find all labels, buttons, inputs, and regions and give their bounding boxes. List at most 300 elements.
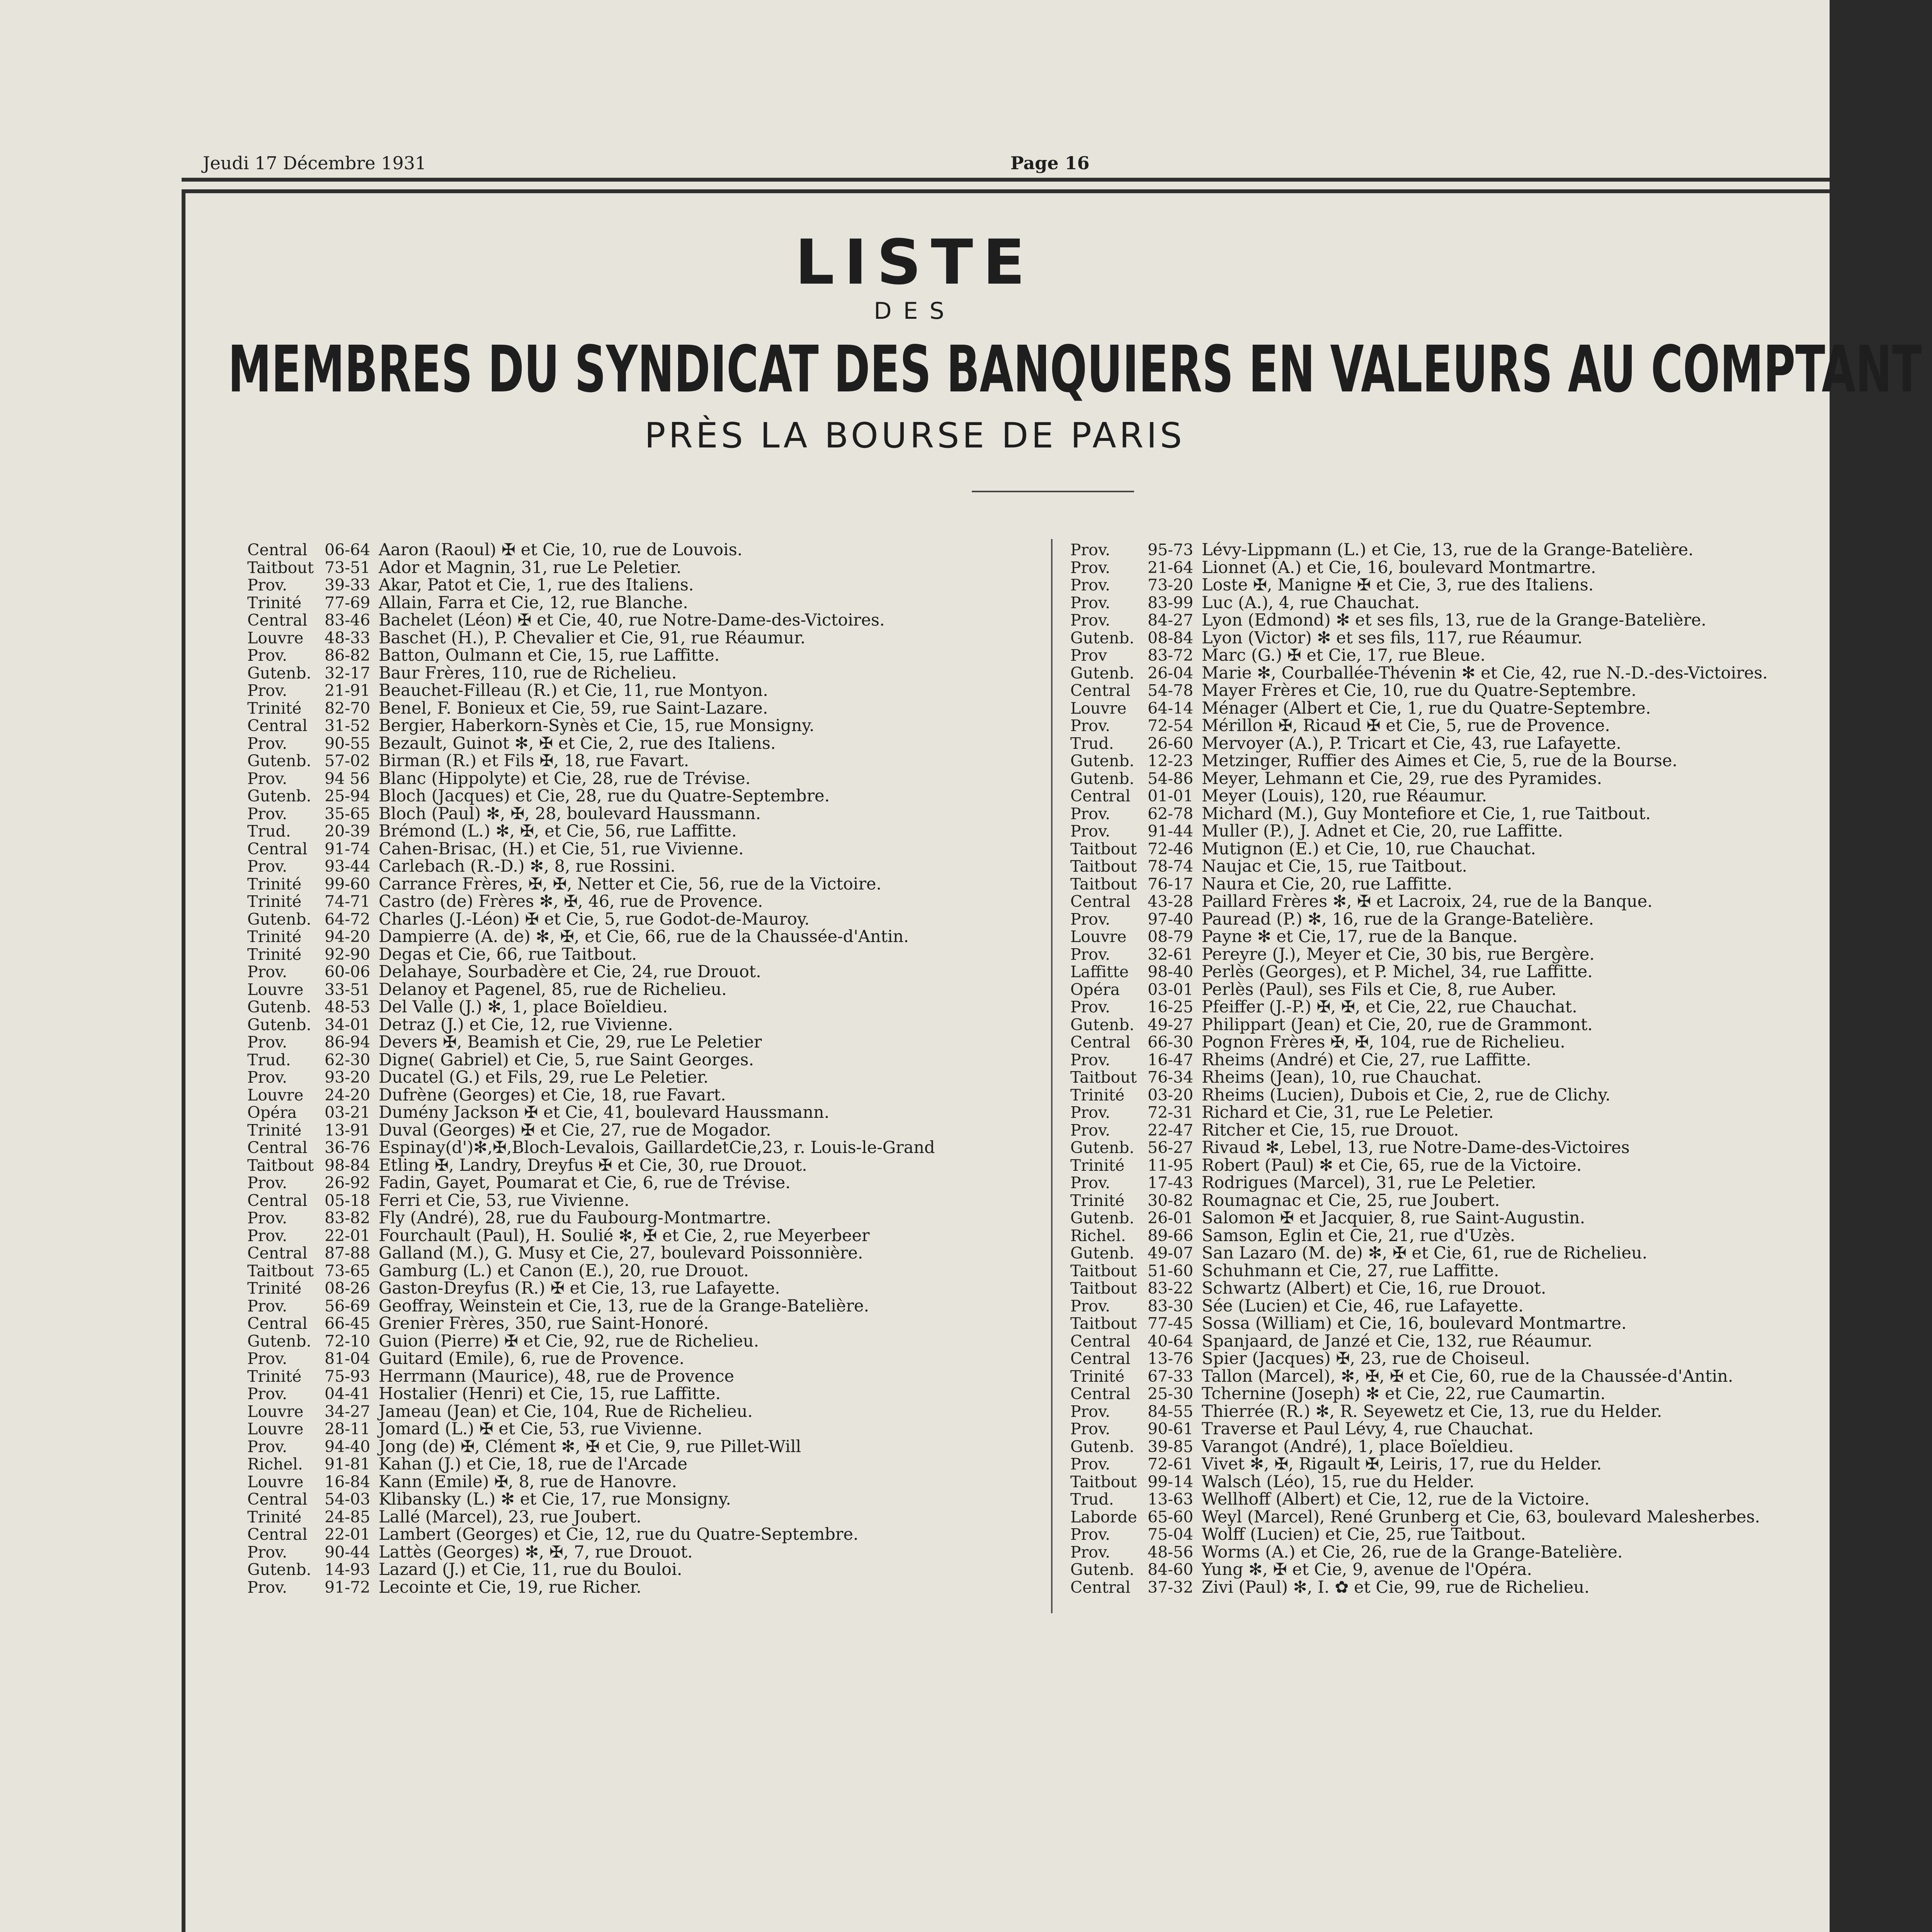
member-entry: Benel, F. Bonieux et Cie, 59, rue Saint-Lazare.: [379, 698, 768, 718]
phone-number: 83-72: [1148, 646, 1194, 665]
phone-number: 22-01: [325, 1525, 371, 1544]
member-row: [1070, 1543, 1768, 1561]
member-entry: Beauchet-Filleau (R.) et Cie, 11, rue Montyon.: [379, 681, 768, 700]
phone-number: 14-93: [325, 1560, 371, 1579]
member-row: [247, 1104, 935, 1121]
member-row: [1070, 875, 1768, 893]
exchange-name: Prov.: [247, 576, 287, 594]
member-entry: Ritcher et Cie, 15, rue Drouot.: [1202, 1120, 1459, 1140]
member-row: [1070, 1244, 1768, 1262]
phone-number: 64-14: [1148, 699, 1194, 718]
member-row: [247, 1227, 935, 1245]
member-entry: Bloch (Paul) ✻, ✠, 28, boulevard Haussmann.: [379, 804, 761, 823]
exchange-name: Trinité: [247, 874, 302, 893]
phone-number: 66-30: [1148, 1033, 1194, 1051]
member-row: [1070, 1578, 1768, 1596]
phone-number: 56-69: [325, 1296, 371, 1315]
phone-number: 22-01: [325, 1226, 371, 1245]
member-entry: Gaston-Dreyfus (R.) ✠ et Cie, 13, rue Lafayette.: [379, 1279, 780, 1298]
phone-number: 66-45: [325, 1314, 371, 1333]
member-entry: Mayer Frères et Cie, 10, rue du Quatre-Septembre.: [1202, 681, 1636, 700]
exchange-name: Trinité: [247, 1507, 302, 1526]
phone-number: 06-64: [325, 541, 371, 559]
exchange-name: Taitbout: [1070, 874, 1137, 893]
phone-number: 91-81: [325, 1455, 371, 1473]
member-entry: Fly (André), 28, rue du Faubourg-Montmartre.: [379, 1208, 771, 1228]
phone-number: 72-61: [1148, 1455, 1194, 1473]
member-entry: Walsch (Léo), 15, rue du Helder.: [1202, 1472, 1475, 1492]
phone-number: 28-11: [325, 1420, 371, 1438]
member-row: [247, 1068, 935, 1086]
member-row: [247, 1244, 935, 1262]
member-entry: Perlès (Paul), ses Fils et Cie, 8, rue Auber.: [1202, 980, 1557, 999]
exchange-name: Gutenb.: [1070, 1560, 1134, 1579]
member-entry: Kann (Emile) ✠, 8, rue de Hanovre.: [379, 1472, 677, 1492]
member-row: [247, 1420, 935, 1438]
member-row: [247, 1156, 935, 1174]
member-entry: Rheims (Lucien), Dubois et Cie, 2, rue de Clichy.: [1202, 1085, 1611, 1105]
member-entry: Naura et Cie, 20, rue Laffitte.: [1202, 874, 1452, 894]
member-row: [247, 699, 935, 717]
member-entry: Del Valle (J.) ✻, 1, place Boïeldieu.: [379, 997, 668, 1017]
member-row: [1070, 1209, 1768, 1227]
member-row: [1070, 1086, 1768, 1104]
exchange-name: Prov.: [247, 857, 287, 876]
member-entry: Galland (M.), G. Musy et Cie, 27, boulevard Poissonnière.: [379, 1243, 863, 1263]
phone-number: 16-84: [325, 1472, 371, 1491]
member-entry: Brémond (L.) ✻, ✠, et Cie, 56, rue Laffitte.: [379, 821, 737, 841]
exchange-name: Central: [247, 1244, 308, 1262]
exchange-name: Prov.: [1070, 1103, 1111, 1122]
exchange-name: Taitbout: [247, 1156, 314, 1175]
exchange-name: Prov.: [247, 1209, 287, 1227]
phone-number: 54-86: [1148, 769, 1194, 788]
member-entry: Pauread (P.) ✻, 16, rue de la Grange-Batelière.: [1202, 909, 1594, 929]
phone-number: 24-20: [325, 1085, 371, 1104]
exchange-name: Gutenb.: [1070, 1437, 1134, 1456]
phone-number: 94-20: [325, 927, 371, 946]
phone-number: 76-34: [1148, 1068, 1194, 1087]
title-liste: LISTE: [795, 226, 1035, 298]
member-row: [1070, 559, 1768, 577]
member-row: [1070, 1350, 1768, 1367]
member-row: [1070, 1227, 1768, 1245]
phone-number: 30-82: [1148, 1191, 1194, 1210]
exchange-name: Louvre: [247, 1402, 304, 1421]
member-entry: Philippart (Jean) et Cie, 20, rue de Grammont.: [1202, 1015, 1593, 1034]
phone-number: 93-44: [325, 857, 371, 876]
member-row: [247, 1332, 935, 1350]
member-entry: Lecointe et Cie, 19, rue Richer.: [379, 1577, 641, 1597]
member-row: [1070, 1156, 1768, 1174]
phone-number: 32-61: [1148, 945, 1194, 964]
exchange-name: Gutenb.: [1070, 1015, 1134, 1034]
exchange-name: Louvre: [247, 980, 304, 999]
member-entry: Rheims (Jean), 10, rue Chauchat.: [1202, 1068, 1482, 1087]
member-entry: Guion (Pierre) ✠ et Cie, 92, rue de Richelieu.: [379, 1331, 759, 1351]
exchange-name: Gutenb.: [247, 752, 311, 770]
phone-number: 86-94: [325, 1033, 371, 1051]
exchange-name: Prov: [1070, 646, 1107, 665]
phone-number: 13-63: [1148, 1490, 1194, 1509]
member-row: [247, 646, 935, 664]
exchange-name: Gutenb.: [247, 910, 311, 929]
phone-number: 73-51: [325, 558, 371, 577]
member-row: [247, 611, 935, 629]
phone-number: 26-01: [1148, 1209, 1194, 1227]
member-entry: Aaron (Raoul) ✠ et Cie, 10, rue de Louvois.: [379, 540, 743, 560]
member-row: [247, 682, 935, 699]
phone-number: 91-44: [1148, 822, 1194, 840]
member-row: [247, 928, 935, 946]
phone-number: 97-40: [1148, 910, 1194, 929]
phone-number: 34-01: [325, 1015, 371, 1034]
phone-number: 16-25: [1148, 998, 1194, 1016]
exchange-name: Prov.: [1070, 910, 1111, 929]
member-row: [1070, 1455, 1768, 1473]
member-entry: Ador et Magnin, 31, rue Le Peletier.: [379, 558, 682, 577]
member-row: [247, 1086, 935, 1104]
phone-number: 08-26: [325, 1279, 371, 1298]
member-row: [1070, 910, 1768, 928]
exchange-name: Prov.: [247, 1578, 287, 1597]
exchange-name: Trud.: [1070, 734, 1114, 753]
member-row: [247, 805, 935, 823]
member-row: [247, 1543, 935, 1561]
phone-number: 20-39: [325, 822, 371, 840]
member-entry: Yung ✻, ✠ et Cie, 9, avenue de l'Opéra.: [1202, 1560, 1532, 1579]
member-row: [1070, 893, 1768, 910]
member-row: [247, 787, 935, 805]
phone-number: 81-04: [325, 1349, 371, 1368]
phone-number: 48-33: [325, 628, 371, 647]
member-row: [1070, 1121, 1768, 1139]
member-entry: Zivi (Paul) ✻, I. ✿ et Cie, 99, rue de Richelieu.: [1202, 1577, 1590, 1597]
member-row: [1070, 1473, 1768, 1491]
phone-number: 64-72: [325, 910, 371, 929]
member-entry: Jameau (Jean) et Cie, 104, Rue de Richelieu.: [379, 1401, 753, 1421]
exchange-name: Trinité: [247, 1279, 302, 1298]
phone-number: 34-27: [325, 1402, 371, 1421]
exchange-name: Richel.: [1070, 1226, 1126, 1245]
member-row: [247, 541, 935, 559]
member-entry: Vivet ✻, ✠, Rigault ✠, Leiris, 17, rue du Helder.: [1202, 1454, 1602, 1474]
member-entry: Meyer, Lehmann et Cie, 29, rue des Pyramides.: [1202, 769, 1602, 788]
member-entry: Muller (P.), J. Adnet et Cie, 20, rue Laffitte.: [1202, 821, 1563, 841]
member-entry: Traverse et Paul Lévy, 4, rue Chauchat.: [1202, 1419, 1534, 1439]
exchange-name: Louvre: [247, 628, 304, 647]
exchange-name: Trinité: [1070, 1085, 1125, 1104]
member-entry: Ménager (Albert et Cie, 1, rue du Quatre-Septembre.: [1202, 698, 1651, 718]
phone-number: 87-88: [325, 1244, 371, 1262]
member-row: [247, 1578, 935, 1596]
phone-number: 99-60: [325, 874, 371, 893]
member-row: [247, 664, 935, 682]
member-entry: Digne( Gabriel) et Cie, 5, rue Saint Georges.: [379, 1050, 754, 1070]
exchange-name: Prov.: [247, 1349, 287, 1368]
phone-number: 90-55: [325, 734, 371, 753]
phone-number: 13-91: [325, 1121, 371, 1139]
phone-number: 01-01: [1148, 787, 1194, 805]
member-row: [247, 822, 935, 840]
phone-number: 25-30: [1148, 1384, 1194, 1403]
member-entry: Tchernine (Joseph) ✻ et Cie, 22, rue Caumartin.: [1202, 1384, 1605, 1403]
member-entry: Schwartz (Albert) et Cie, 16, rue Drouot.: [1202, 1279, 1546, 1298]
phone-number: 11-95: [1148, 1156, 1194, 1175]
member-entry: Guitard (Emile), 6, rue de Provence.: [379, 1349, 685, 1368]
exchange-name: Prov.: [247, 1068, 287, 1087]
member-row: [247, 559, 935, 577]
exchange-name: Central: [1070, 1349, 1131, 1368]
exchange-name: Trinité: [247, 1121, 302, 1139]
exchange-name: Prov.: [1070, 541, 1111, 559]
exchange-name: Gutenb.: [1070, 1138, 1134, 1157]
exchange-name: Taitbout: [1070, 1279, 1137, 1298]
member-row: [247, 1051, 935, 1069]
issue-date: Jeudi 17 Décembre 1931: [203, 153, 427, 173]
member-entry: Ducatel (G.) et Fils, 29, rue Le Peletier.: [379, 1068, 709, 1087]
member-row: [247, 963, 935, 981]
exchange-name: Prov.: [1070, 945, 1111, 964]
member-entry: Detraz (J.) et Cie, 12, rue Vivienne.: [379, 1015, 673, 1034]
member-row: [247, 1526, 935, 1543]
exchange-name: Gutenb.: [1070, 769, 1134, 788]
exchange-name: Prov.: [247, 681, 287, 700]
exchange-name: Gutenb.: [247, 998, 311, 1016]
member-row: [247, 910, 935, 928]
member-row: [1070, 629, 1768, 647]
exchange-name: Prov.: [247, 804, 287, 823]
phone-number: 13-76: [1148, 1349, 1194, 1368]
column-divider: [1051, 539, 1053, 1613]
exchange-name: Trud.: [247, 822, 291, 840]
phone-number: 03-20: [1148, 1085, 1194, 1104]
member-entry: Lévy-Lippmann (L.) et Cie, 13, rue de la Grange-Batelière.: [1202, 540, 1694, 560]
member-entry: Lambert (Georges) et Cie, 12, rue du Quatre-Septembre.: [379, 1525, 859, 1544]
member-row: [1070, 682, 1768, 699]
title-rule: [972, 491, 1134, 492]
member-entry: Bezault, Guinot ✻, ✠ et Cie, 2, rue des Italiens.: [379, 733, 776, 753]
member-entry: Mérillon ✠, Ricaud ✠ et Cie, 5, rue de Provence.: [1202, 716, 1610, 735]
exchange-name: Central: [1070, 892, 1131, 911]
phone-number: 91-74: [325, 839, 371, 858]
member-row: [247, 1262, 935, 1280]
member-entry: Carlebach (R.-D.) ✻, 8, rue Rossini.: [379, 857, 675, 876]
phone-number: 89-66: [1148, 1226, 1194, 1245]
member-entry: Kahan (J.) et Cie, 18, rue de l'Arcade: [379, 1454, 688, 1474]
member-entry: Baur Frères, 110, rue de Richelieu.: [379, 663, 677, 683]
phone-number: 26-04: [1148, 663, 1194, 682]
member-row: [1070, 1385, 1768, 1403]
member-row: [1070, 664, 1768, 682]
member-row: [247, 629, 935, 647]
member-entry: Michard (M.), Guy Montefiore et Cie, 1, rue Taitbout.: [1202, 804, 1651, 823]
exchange-name: Louvre: [247, 1472, 304, 1491]
exchange-name: Central: [1070, 1033, 1131, 1051]
phone-number: 56-27: [1148, 1138, 1194, 1157]
member-entry: Degas et Cie, 66, rue Taitbout.: [379, 944, 637, 964]
exchange-name: Gutenb.: [247, 1332, 311, 1350]
exchange-name: Taitbout: [247, 1261, 314, 1280]
member-row: [1070, 1315, 1768, 1332]
member-entry: Bergier, Haberkorn-Synès et Cie, 15, rue Monsigny.: [379, 716, 815, 735]
exchange-name: Central: [1070, 681, 1131, 700]
member-row: [1070, 805, 1768, 823]
phone-number: 73-65: [325, 1261, 371, 1280]
phone-number: 76-17: [1148, 874, 1194, 893]
member-entry: Paillard Frères ✻, ✠ et Lacroix, 24, rue de la Banque.: [1202, 892, 1653, 911]
exchange-name: Taitbout: [1070, 1261, 1137, 1280]
exchange-name: Trinité: [247, 892, 302, 911]
phone-number: 39-85: [1148, 1437, 1194, 1456]
exchange-name: Taitbout: [1070, 1314, 1137, 1333]
member-row: [247, 1561, 935, 1578]
exchange-name: Prov.: [1070, 593, 1111, 612]
member-entry: Fadin, Gayet, Poumarat et Cie, 6, rue de Trévise.: [379, 1173, 791, 1192]
phone-number: 54-03: [325, 1490, 371, 1509]
member-row: [247, 1279, 935, 1297]
phone-number: 94-40: [325, 1437, 371, 1456]
exchange-name: Prov.: [1070, 716, 1111, 735]
member-entry: Duval (Georges) ✠ et Cie, 27, rue de Mogador.: [379, 1120, 771, 1140]
phone-number: 21-91: [325, 681, 371, 700]
exchange-name: Taitbout: [1070, 1068, 1137, 1087]
member-row: [247, 1209, 935, 1227]
exchange-name: Louvre: [1070, 927, 1127, 946]
exchange-name: Prov.: [247, 646, 287, 665]
phone-number: 05-18: [325, 1191, 371, 1210]
member-row: [1070, 770, 1768, 787]
member-entry: Worms (A.) et Cie, 26, rue de la Grange-Batelière.: [1202, 1542, 1623, 1562]
member-row: [1070, 1367, 1768, 1385]
member-entry: Samson, Eglin et Cie, 21, rue d'Uzès.: [1202, 1226, 1515, 1245]
exchange-name: Prov.: [1070, 822, 1111, 840]
exchange-name: Prov.: [247, 769, 287, 788]
member-entry: Herrmann (Maurice), 48, rue de Provence: [379, 1366, 735, 1386]
member-entry: Payne ✻ et Cie, 17, rue de la Banque.: [1202, 927, 1518, 946]
phone-number: 83-99: [1148, 593, 1194, 612]
phone-number: 03-21: [325, 1103, 371, 1122]
phone-number: 94 56: [325, 769, 370, 788]
phone-number: 57-02: [325, 752, 371, 770]
member-row: [247, 1455, 935, 1473]
member-entry: Etling ✠, Landry, Dreyfus ✠ et Cie, 30, rue Drouot.: [379, 1155, 807, 1175]
member-entry: Lazard (J.) et Cie, 11, rue du Bouloi.: [379, 1560, 682, 1579]
member-entry: Cahen-Brisac, (H.) et Cie, 51, rue Vivienne.: [379, 839, 744, 859]
phone-number: 75-93: [325, 1367, 371, 1386]
member-entry: Pognon Frères ✠, ✠, 104, rue de Richelieu.: [1202, 1032, 1565, 1052]
member-row: [247, 594, 935, 612]
member-entry: Fourchault (Paul), H. Soulié ✻, ✠ et Cie, 2, rue Meyerbeer: [379, 1226, 870, 1245]
phone-number: 67-33: [1148, 1367, 1194, 1386]
member-row: [1070, 857, 1768, 875]
member-row: [1070, 1051, 1768, 1069]
phone-number: 31-52: [325, 716, 371, 735]
member-entry: Naujac et Cie, 15, rue Taitbout.: [1202, 857, 1467, 876]
phone-number: 74-71: [325, 892, 371, 911]
phone-number: 08-84: [1148, 628, 1194, 647]
phone-number: 48-56: [1148, 1543, 1194, 1561]
member-row: [247, 981, 935, 998]
member-row: [1070, 998, 1768, 1016]
exchange-name: Taitbout: [1070, 1472, 1137, 1491]
phone-number: 40-64: [1148, 1332, 1194, 1350]
member-entry: Carrance Frères, ✠, ✠, Netter et Cie, 56, rue de la Victoire.: [379, 874, 882, 894]
phone-number: 54-78: [1148, 681, 1194, 700]
member-entry: Birman (R.) et Fils ✠, 18, rue Favart.: [379, 751, 689, 770]
member-row: [247, 735, 935, 752]
phone-number: 77-45: [1148, 1314, 1194, 1333]
member-entry: Spier (Jacques) ✠, 23, rue de Choiseul.: [1202, 1349, 1530, 1368]
member-row: [247, 1192, 935, 1209]
member-row: [1070, 717, 1768, 735]
exchange-name: Trud.: [247, 1050, 291, 1069]
exchange-name: Prov.: [1070, 998, 1111, 1016]
exchange-name: Gutenb.: [247, 1560, 311, 1579]
exchange-name: Prov.: [1070, 1050, 1111, 1069]
exchange-name: Prov.: [1070, 1173, 1111, 1192]
title-des: DES: [874, 298, 956, 325]
member-entry: Dampierre (A. de) ✻, ✠, et Cie, 66, rue de la Chaussée-d'Antin.: [379, 927, 909, 946]
exchange-name: Laffitte: [1070, 963, 1129, 981]
member-entry: Wolff (Lucien) et Cie, 25, rue Taitbout.: [1202, 1525, 1526, 1544]
members-list-right: [1070, 541, 1768, 1596]
phone-number: 26-92: [325, 1173, 371, 1192]
phone-number: 98-40: [1148, 963, 1194, 981]
phone-number: 84-27: [1148, 611, 1194, 629]
title-main: [228, 332, 1922, 407]
title-subtitle: PRÈS LA BOURSE DE PARIS: [645, 415, 1185, 456]
exchange-name: Prov.: [247, 734, 287, 753]
phone-number: 84-55: [1148, 1402, 1194, 1421]
phone-number: 33-51: [325, 980, 371, 999]
member-row: [247, 1174, 935, 1192]
exchange-name: Prov.: [1070, 1543, 1111, 1561]
phone-number: 39-33: [325, 576, 371, 594]
phone-number: 08-79: [1148, 927, 1194, 946]
member-row: [247, 717, 935, 735]
member-row: [247, 576, 935, 594]
member-row: [247, 1473, 935, 1491]
member-row: [247, 1385, 935, 1403]
phone-number: 17-43: [1148, 1173, 1194, 1192]
member-entry: Dufrène (Georges) et Cie, 18, rue Favart.: [379, 1085, 726, 1105]
member-entry: Mervoyer (A.), P. Tricart et Cie, 43, rue Lafayette.: [1202, 733, 1621, 753]
member-entry: Mutignon (E.) et Cie, 10, rue Chauchat.: [1202, 839, 1536, 859]
phone-number: 75-04: [1148, 1525, 1194, 1544]
member-row: [247, 1139, 935, 1156]
member-entry: Lionnet (A.) et Cie, 16, boulevard Montmartre.: [1202, 558, 1596, 577]
member-entry: Wellhoff (Albert) et Cie, 12, rue de la Victoire.: [1202, 1490, 1590, 1509]
member-row: [1070, 611, 1768, 629]
member-row: [1070, 1403, 1768, 1420]
member-entry: Jong (de) ✠, Clément ✻, ✠ et Cie, 9, rue Pillet-Will: [379, 1437, 801, 1456]
phone-number: 51-60: [1148, 1261, 1194, 1280]
exchange-name: Taitbout: [1070, 857, 1137, 876]
member-row: [1070, 1297, 1768, 1315]
member-entry: Tallon (Marcel), ✻, ✠, ✠ et Cie, 60, rue de la Chaussée-d'Antin.: [1202, 1366, 1733, 1386]
member-entry: Luc (A.), 4, rue Chauchat.: [1202, 593, 1420, 612]
phone-number: 21-64: [1148, 558, 1194, 577]
exchange-name: Trinité: [1070, 1191, 1125, 1210]
member-entry: Spanjaard, de Janzé et Cie, 132, rue Réaumur.: [1202, 1331, 1593, 1351]
exchange-name: Prov.: [247, 1437, 287, 1456]
exchange-name: Taitbout: [1070, 839, 1137, 858]
phone-number: 62-78: [1148, 804, 1194, 823]
member-entry: Loste ✠, Manigne ✠ et Cie, 3, rue des Italiens.: [1202, 575, 1594, 595]
phone-number: 78-74: [1148, 857, 1194, 876]
member-row: [247, 1297, 935, 1315]
